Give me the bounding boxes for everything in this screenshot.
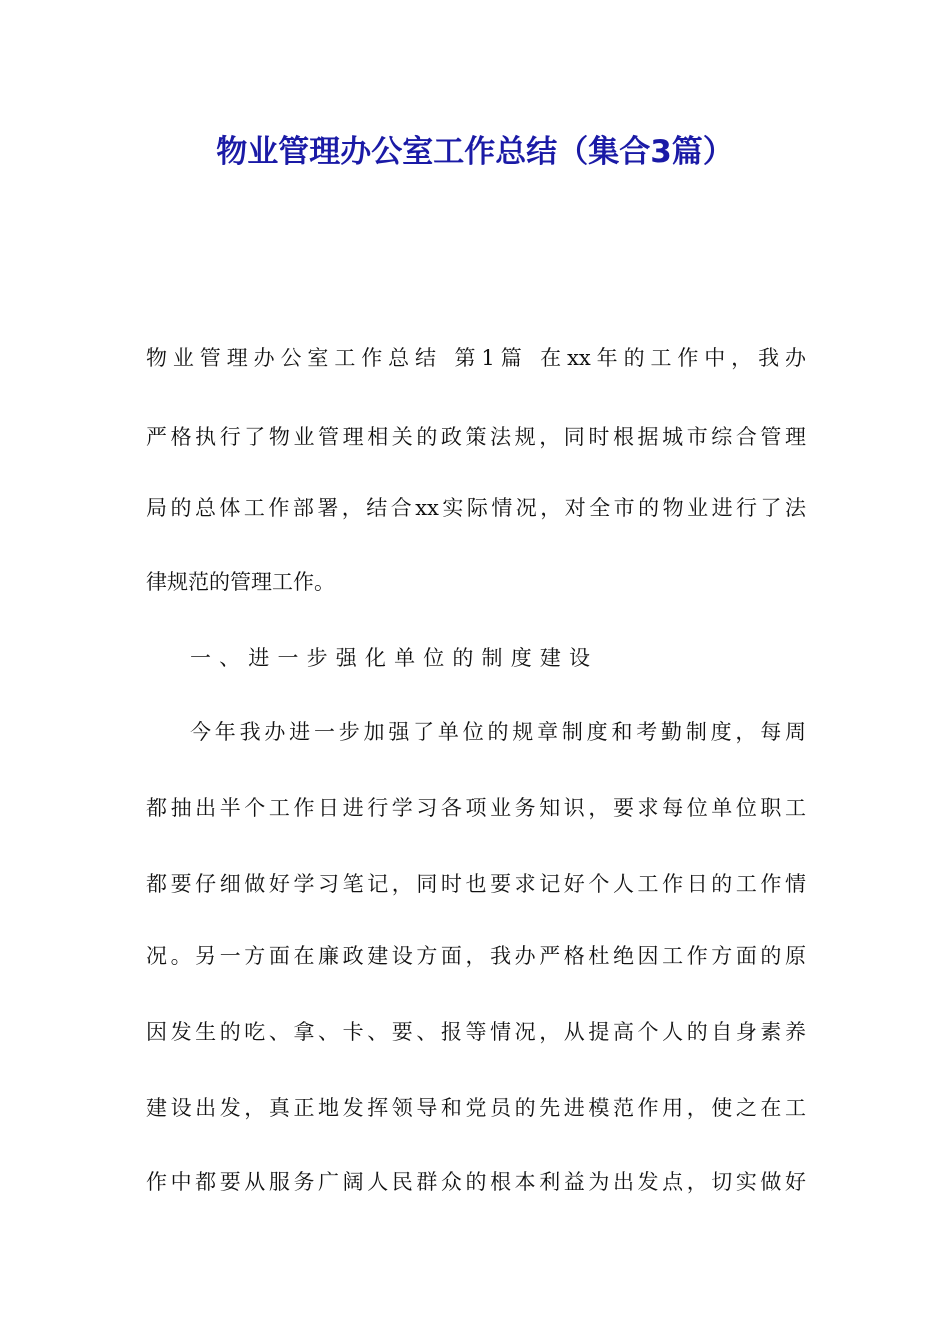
paragraph-line: 建设出发，真正地发挥领导和党员的先进模范作用，使之在工 <box>146 1096 806 1120</box>
paragraph-line: 律规范的管理工作。 <box>146 570 335 594</box>
paragraph-line: 今年我办进一步加强了单位的规章制度和考勤制度，每周 <box>190 720 806 744</box>
paragraph-line: 作中都要从服务广阔人民群众的根本利益为出发点，切实做好 <box>146 1170 806 1194</box>
section-heading: 一、进一步强化单位的制度建设 <box>190 646 590 670</box>
paragraph-line: 严格执行了物业管理相关的政策法规，同时根据城市综合管理 <box>146 425 806 449</box>
paragraph-line: 都抽出半个工作日进行学习各项业务知识，要求每位单位职工 <box>146 796 806 820</box>
paragraph-line: 都要仔细做好学习笔记，同时也要求记好个人工作日的工作情 <box>146 872 806 896</box>
paragraph-line: 因发生的吃、拿、卡、要、报等情况，从提高个人的自身素养 <box>146 1020 806 1044</box>
paragraph-line: 局的总体工作部署，结合xx实际情况，对全市的物业进行了法 <box>146 496 806 520</box>
paragraph-line: 物业管理办公室工作总结 第1篇 在xx年的工作中，我办 <box>146 346 806 370</box>
document-title: 物业管理办公室工作总结（集合3篇） <box>216 134 734 170</box>
paragraph-line: 况。另一方面在廉政建设方面，我办严格杜绝因工作方面的原 <box>146 944 806 968</box>
